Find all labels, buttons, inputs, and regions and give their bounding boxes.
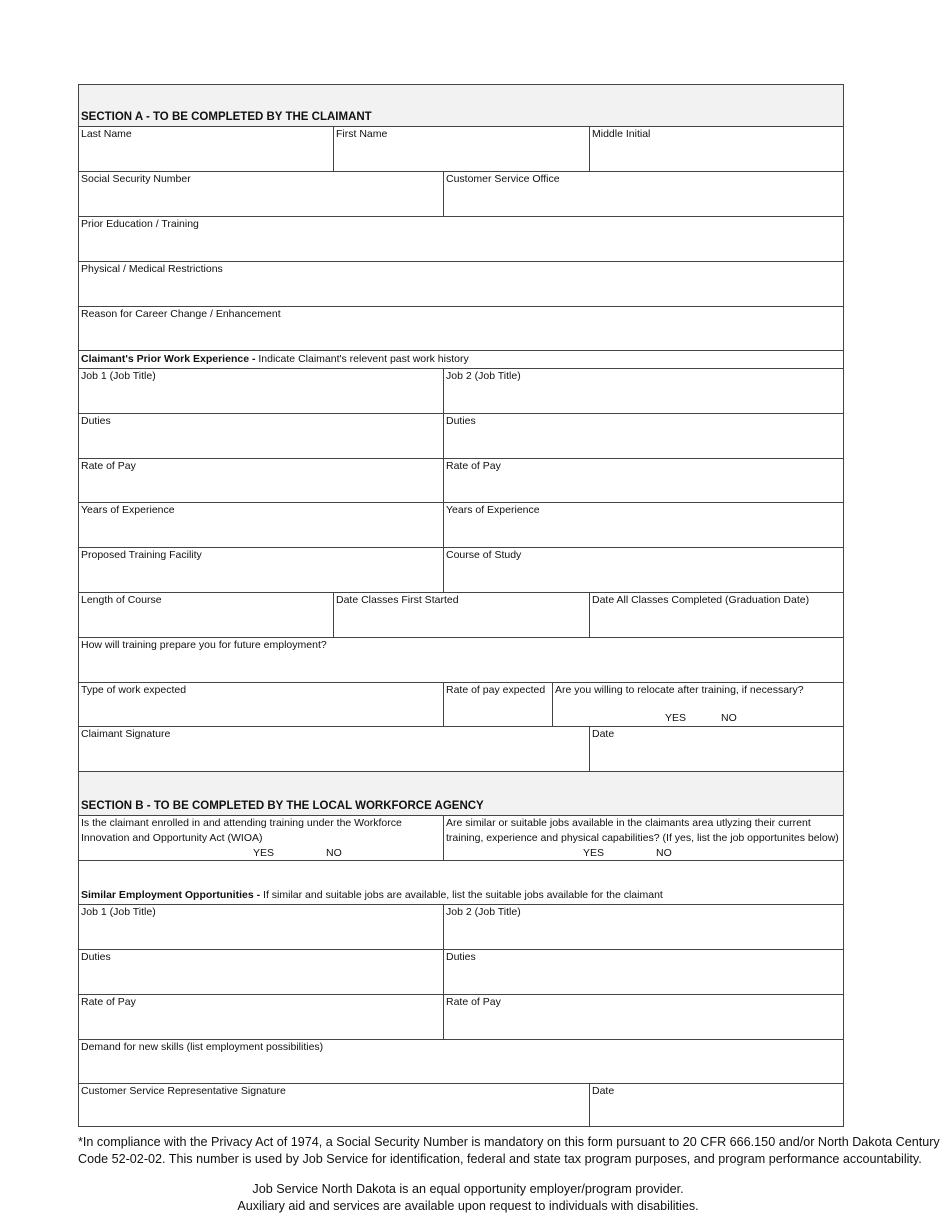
claimant-form [78, 84, 844, 1127]
b-job2-title-field[interactable] [443, 904, 843, 949]
reason-change-label: Reason for Career Change / Enhancement [81, 308, 281, 320]
b-job1-duties-label: Duties [81, 951, 111, 963]
claimant-date-field[interactable] [589, 726, 843, 771]
relocate-no-option[interactable]: NO [721, 712, 737, 724]
date-first-started-field[interactable] [333, 592, 589, 637]
b-job2-rate-label: Rate of Pay [446, 996, 501, 1008]
training-facility-label: Proposed Training Facility [81, 549, 202, 561]
b-job1-rate-label: Rate of Pay [81, 996, 136, 1008]
section-a-title: SECTION A - TO BE COMPLETED BY THE CLAIMANT [81, 111, 372, 123]
middle-initial-field[interactable] [589, 126, 843, 171]
claimant-signature-label: Claimant Signature [81, 728, 171, 740]
b-job2-duties-label: Duties [446, 951, 476, 963]
prior-education-label: Prior Education / Training [81, 218, 199, 230]
length-of-course-field[interactable] [79, 592, 333, 637]
b-job2-rate-field[interactable] [443, 994, 843, 1039]
job2-title-field[interactable] [443, 368, 843, 413]
relocate-yes-option[interactable]: YES [665, 712, 687, 724]
similar-jobs-question-label: Are similar or suitable jobs available in the claimants area utlyzing their current training, experience and physical capabilities? (If yes, list the job opportunites below) [446, 817, 839, 844]
date-first-started-label: Date Classes First Started [336, 594, 459, 606]
csr-date-label: Date [592, 1085, 615, 1097]
relocate-field [552, 682, 843, 726]
csr-date-field[interactable] [589, 1083, 843, 1126]
training-facility-field[interactable] [79, 547, 443, 592]
training-prepare-label: How will training prepare you for future employment? [81, 639, 327, 651]
wioa-no-option[interactable]: NO [326, 847, 342, 859]
csr-signature-label: Customer Service Representative Signature [81, 1085, 286, 1097]
wioa-question-field [79, 815, 443, 860]
middle-initial-label: Middle Initial [592, 128, 651, 140]
job1-rate-label: Rate of Pay [81, 460, 136, 472]
job1-years-field[interactable] [79, 502, 443, 547]
csr-signature-field[interactable] [79, 1083, 589, 1126]
first-name-field[interactable] [333, 126, 589, 171]
job1-duties-field[interactable] [79, 413, 443, 458]
job2-years-label: Years of Experience [446, 504, 540, 516]
customer-service-office-field[interactable] [443, 171, 843, 216]
reason-change-field[interactable] [79, 306, 843, 350]
rate-expected-label: Rate of pay expected [446, 684, 546, 696]
similar-employment-bold: Similar Employment Opportunities - [81, 889, 261, 901]
b-job1-duties-field[interactable] [79, 949, 443, 994]
section-a-header [79, 85, 843, 126]
training-prepare-field[interactable] [79, 637, 843, 682]
type-of-work-label: Type of work expected [81, 684, 187, 696]
first-name-label: First Name [336, 128, 388, 140]
section-b-title: SECTION B - TO BE COMPLETED BY THE LOCAL WORKFORCE AGENCY [81, 800, 484, 812]
job1-title-field[interactable] [79, 368, 443, 413]
wioa-yes-option[interactable]: YES [253, 847, 275, 859]
claimant-signature-field[interactable] [79, 726, 589, 771]
eeo-statement [78, 1181, 858, 1215]
ssn-field[interactable] [79, 171, 443, 216]
course-of-study-field[interactable] [443, 547, 843, 592]
last-name-field[interactable] [79, 126, 333, 171]
eeo-line-1: Job Service North Dakota is an equal opportunity employer/program provider. [252, 1182, 684, 1196]
date-completed-label: Date All Classes Completed (Graduation Date) [592, 594, 810, 606]
similar-employment-header [79, 860, 843, 904]
b-job1-rate-field[interactable] [79, 994, 443, 1039]
restrictions-label: Physical / Medical Restrictions [81, 263, 223, 275]
course-of-study-label: Course of Study [446, 549, 522, 561]
section-b-header [79, 771, 843, 815]
job2-duties-field[interactable] [443, 413, 843, 458]
prior-work-text: Indicate Claimant's relevent past work history [255, 353, 469, 365]
prior-education-field[interactable] [79, 216, 843, 261]
similar-jobs-question-field [443, 815, 843, 860]
job2-duties-label: Duties [446, 415, 476, 427]
last-name-label: Last Name [81, 128, 132, 140]
type-of-work-field[interactable] [79, 682, 443, 726]
job1-years-label: Years of Experience [81, 504, 175, 516]
job1-duties-label: Duties [81, 415, 111, 427]
rate-expected-field[interactable] [443, 682, 552, 726]
similar-employment-text: If similar and suitable jobs are available, list the suitable jobs available for the claimant [260, 889, 663, 901]
prior-work-bold: Claimant's Prior Work Experience - [81, 353, 256, 365]
customer-service-office-label: Customer Service Office [446, 173, 560, 185]
privacy-notice: *In compliance with the Privacy Act of 1974, a Social Security Number is mandatory on this form pursuant to 20 CFR 666.150 and/or North Dakota Century Code 52-02-02. This number is used by Job Service for identification, federal and state tax program purposes, and program performance accountability. [78, 1135, 940, 1166]
claimant-date-label: Date [592, 728, 615, 740]
similar-jobs-no-option[interactable]: NO [656, 847, 672, 859]
job2-rate-label: Rate of Pay [446, 460, 501, 472]
b-job2-title-label: Job 2 (Job Title) [446, 906, 521, 918]
job1-title-label: Job 1 (Job Title) [81, 370, 156, 382]
prior-work-header [79, 350, 843, 368]
b-job1-title-field[interactable] [79, 904, 443, 949]
demand-skills-field[interactable] [79, 1039, 843, 1083]
restrictions-field[interactable] [79, 261, 843, 306]
wioa-question-label: Is the claimant enrolled in and attending training under the Workforce Innovation and Opportunity Act (WIOA) [81, 817, 402, 844]
job2-rate-field[interactable] [443, 458, 843, 502]
b-job1-title-label: Job 1 (Job Title) [81, 906, 156, 918]
relocate-label: Are you willing to relocate after training, if necessary? [555, 684, 804, 696]
length-of-course-label: Length of Course [81, 594, 162, 606]
date-completed-field[interactable] [589, 592, 843, 637]
job2-title-label: Job 2 (Job Title) [446, 370, 521, 382]
job2-years-field[interactable] [443, 502, 843, 547]
ssn-label: Social Security Number [81, 173, 191, 185]
similar-jobs-yes-option[interactable]: YES [583, 847, 605, 859]
b-job2-duties-field[interactable] [443, 949, 843, 994]
demand-skills-label: Demand for new skills (list employment possibilities) [81, 1041, 324, 1053]
job1-rate-field[interactable] [79, 458, 443, 502]
eeo-line-2: Auxiliary aid and services are available upon request to individuals with disabilities. [237, 1199, 699, 1213]
